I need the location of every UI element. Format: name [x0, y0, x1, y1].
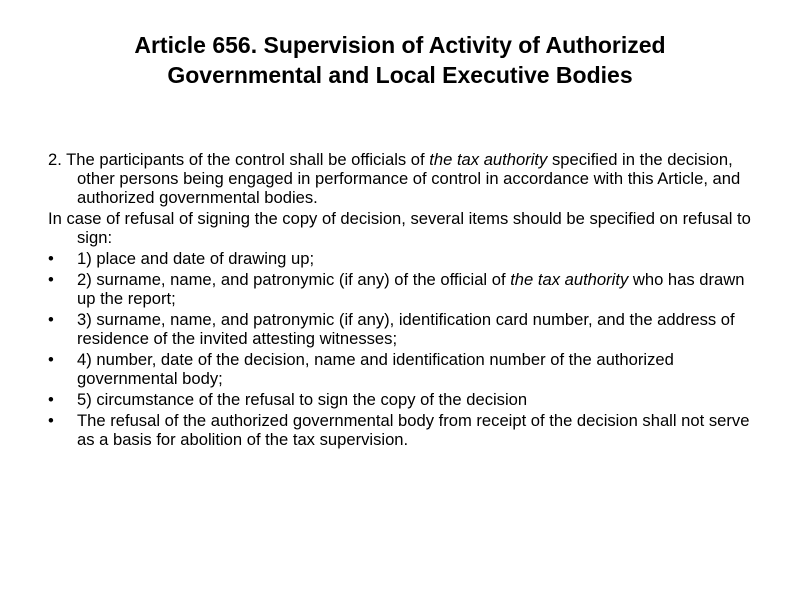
slide-body	[48, 150, 760, 451]
list-item	[48, 390, 760, 409]
list-item-text: who has drawn up the report;	[77, 270, 745, 308]
bullet-dot: •	[48, 390, 54, 409]
paragraph-text: specified in the decision, other persons being engaged in performance of control in accordance with this Article, and authorized governmental bodies.	[77, 150, 741, 207]
list-item	[48, 270, 760, 308]
list-item-emphasis: the tax authority	[510, 270, 629, 289]
list-item-text: 1) place and date of drawing up;	[77, 249, 315, 268]
list-item-text: 5) circumstance of the refusal to sign the copy of the decision	[77, 390, 528, 409]
bullet-dot: •	[48, 350, 54, 369]
list-item-text: The refusal of the authorized governmental body from receipt of the decision shall not serve as a basis for abolition of the tax supervision.	[77, 411, 750, 449]
paragraph-participants	[48, 150, 760, 207]
list-item	[48, 411, 760, 449]
title-line-1: Article 656. Supervision of Activity of Authorized	[134, 32, 666, 58]
list-item-text: 4) number, date of the decision, name and identification number of the authorized governmental body;	[77, 350, 674, 388]
list-item	[48, 249, 760, 268]
title-line-2: Governmental and Local Executive Bodies	[167, 62, 633, 88]
bullet-dot: •	[48, 270, 54, 289]
paragraph-emphasis: the tax authority	[429, 150, 548, 169]
list-item-text: 2) surname, name, and patronymic (if any) of the official of	[77, 270, 511, 289]
slide-title	[40, 30, 760, 90]
paragraph-text: 2. The participants of the control shall be officials of	[48, 150, 430, 169]
list-item-text: 3) surname, name, and patronymic (if any), identification card number, and the address of residence of the invited attesting witnesses;	[77, 310, 735, 348]
bullet-dot: •	[48, 310, 54, 329]
list-item	[48, 350, 760, 388]
bullet-dot: •	[48, 249, 54, 268]
bullet-dot: •	[48, 411, 54, 430]
paragraph-refusal: In case of refusal of signing the copy of decision, several items should be specified on refusal to sign:	[48, 209, 751, 247]
list-item	[48, 310, 760, 348]
